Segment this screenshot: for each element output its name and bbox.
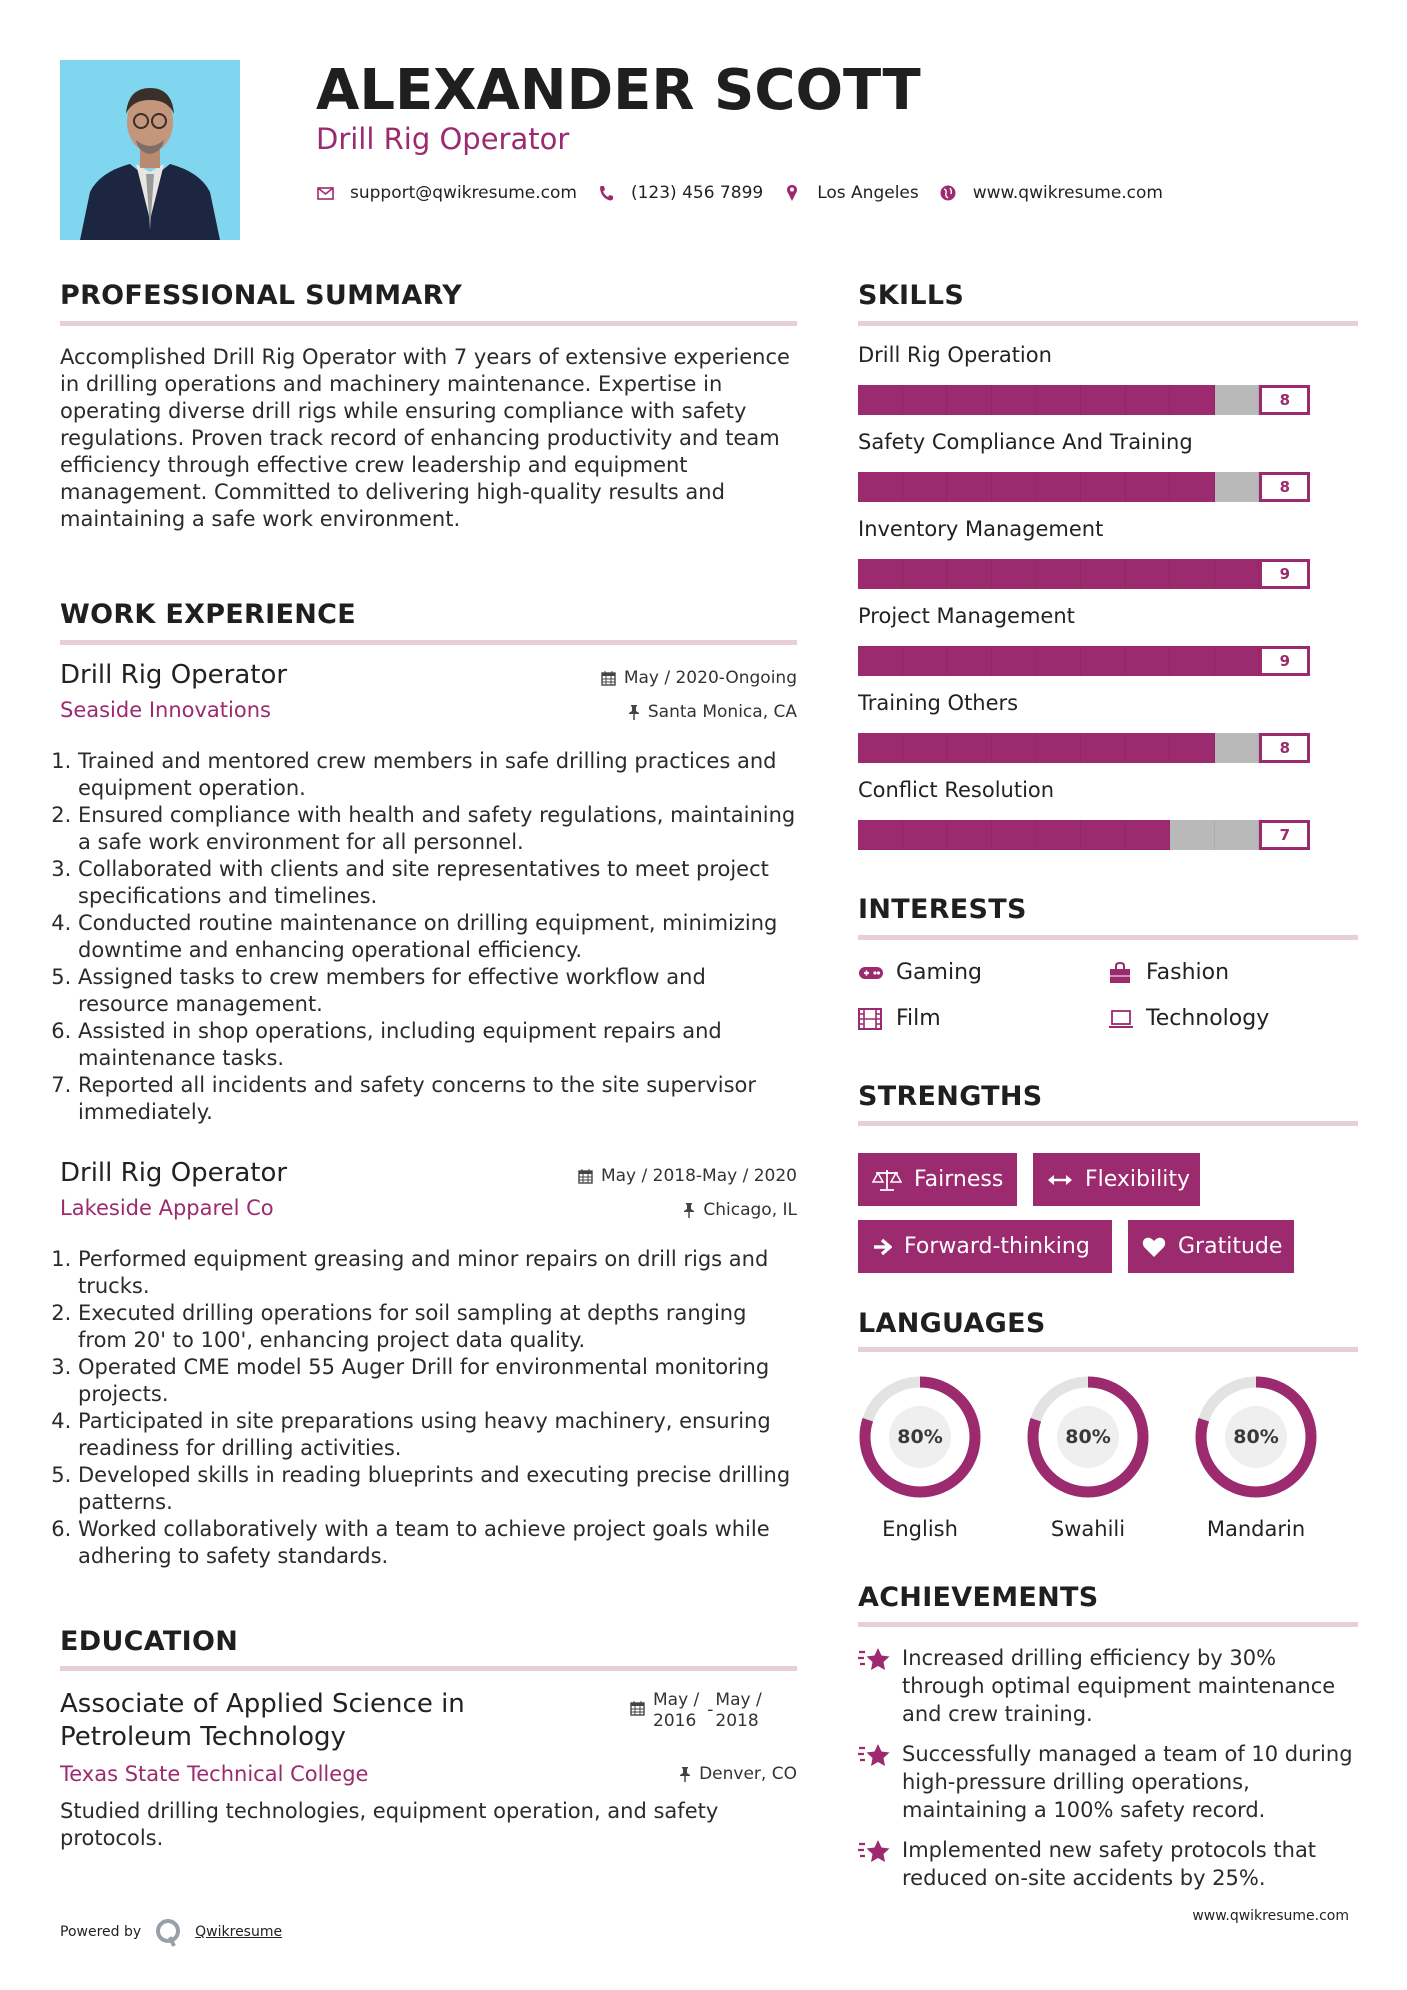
skill-item xyxy=(858,778,1358,865)
contact-website[interactable]: www.qwikresume.com xyxy=(972,183,1163,203)
achievement-item xyxy=(858,1836,1358,1892)
skill-name: Conflict Resolution xyxy=(858,778,1055,802)
skill-segment xyxy=(992,820,1037,850)
skill-segment xyxy=(1215,646,1260,676)
duty-item: 1. Trained and mentored crew members in safe drilling practices and equipment operation. xyxy=(78,748,797,802)
powered-by xyxy=(60,1917,282,1947)
skill-name: Project Management xyxy=(858,604,1075,628)
interests-heading: INTERESTS xyxy=(858,894,1027,925)
skill-segment xyxy=(947,820,992,850)
skill-segment xyxy=(1081,733,1126,763)
footer-website[interactable]: www.qwikresume.com xyxy=(1192,1908,1349,1924)
skill-score: 8 xyxy=(1259,385,1310,415)
skill-segment xyxy=(858,559,903,589)
strength-chip-gratitude xyxy=(1128,1220,1294,1273)
interest-label: Film xyxy=(896,1006,941,1031)
duty-item: 1. Performed equipment greasing and minor repairs on drill rigs and trucks. xyxy=(78,1246,797,1300)
duty-item: 6. Worked collaboratively with a team to achieve project goals while adhering to safety standards. xyxy=(78,1516,797,1570)
skill-segment xyxy=(1036,559,1081,589)
duty-item: 5. Developed skills in reading blueprints and executing precise drilling patterns. xyxy=(78,1462,797,1516)
laptop-icon xyxy=(1108,1008,1136,1030)
skill-segment xyxy=(992,472,1037,502)
skill-segment xyxy=(992,646,1037,676)
school-name: Texas State Technical College xyxy=(60,1762,369,1786)
skill-segment xyxy=(858,733,903,763)
film-icon xyxy=(858,1008,886,1030)
strength-label: Forward-thinking xyxy=(904,1234,1090,1259)
skill-segment xyxy=(1170,733,1215,763)
summary-heading: PROFESSIONAL SUMMARY xyxy=(60,280,463,311)
language-name: English xyxy=(882,1517,958,1541)
contact-email[interactable]: support@qwikresume.com xyxy=(350,183,577,203)
job-dates xyxy=(578,1166,797,1186)
skill-segment xyxy=(947,733,992,763)
balance-scale-icon xyxy=(872,1168,902,1192)
job-title: Drill Rig Operator xyxy=(60,1158,288,1188)
skill-rating-bar xyxy=(858,472,1358,502)
skill-rating-bar xyxy=(858,733,1358,763)
strength-label: Gratitude xyxy=(1178,1234,1283,1259)
skill-segment xyxy=(947,472,992,502)
strengths-heading: STRENGTHS xyxy=(858,1081,1043,1112)
skill-segment xyxy=(1170,646,1215,676)
skill-item xyxy=(858,604,1358,691)
skill-score: 7 xyxy=(1259,820,1310,850)
duty-item: 2. Ensured compliance with health and safety regulations, maintaining a safe work environment for all personnel. xyxy=(78,802,797,856)
skill-item xyxy=(858,691,1358,778)
job-location xyxy=(683,1200,797,1220)
strength-chip-flexibility xyxy=(1033,1153,1200,1206)
achievement-text: Increased drilling efficiency by 30% through optimal equipment maintenance and crew training. xyxy=(902,1646,1336,1726)
skill-segment xyxy=(947,385,992,415)
interests-divider xyxy=(858,935,1358,940)
skill-segment xyxy=(1170,472,1215,502)
profile-photo xyxy=(60,60,240,240)
languages-list xyxy=(858,1375,1358,1541)
contact-row xyxy=(316,180,1183,206)
skill-segment xyxy=(1215,472,1260,502)
achievements-divider xyxy=(858,1622,1358,1627)
skill-item xyxy=(858,343,1358,430)
experience-heading: WORK EXPERIENCE xyxy=(60,599,356,630)
education-divider xyxy=(60,1666,797,1671)
education-start-year: 2016 xyxy=(653,1711,697,1731)
interest-fashion xyxy=(1108,960,1229,985)
strengths-divider xyxy=(858,1121,1358,1126)
shooting-star-icon xyxy=(858,1836,902,1892)
contact-location: Los Angeles xyxy=(817,183,919,203)
skill-rating-bar xyxy=(858,820,1358,850)
interest-film xyxy=(858,1006,941,1031)
skill-rating-bar xyxy=(858,559,1358,589)
duty-item: 4. Participated in site preparations using heavy machinery, ensuring readiness for drilling activities. xyxy=(78,1408,797,1462)
duty-item: 3. Operated CME model 55 Auger Drill for environmental monitoring projects. xyxy=(78,1354,797,1408)
person-portrait-icon xyxy=(60,60,240,240)
education-start xyxy=(653,1690,699,1732)
education-end xyxy=(715,1690,761,1732)
achievement-item xyxy=(858,1644,1358,1728)
skill-segment xyxy=(858,385,903,415)
skill-segment xyxy=(903,385,948,415)
language-percent: 80% xyxy=(889,1406,951,1468)
job-dates-text: May / 2020-Ongoing xyxy=(623,668,797,688)
skill-segment xyxy=(903,733,948,763)
qwikresume-link[interactable]: Qwikresume xyxy=(195,1924,283,1940)
degree-line: Associate of Applied Science in xyxy=(60,1689,465,1719)
job-location-text: Santa Monica, CA xyxy=(647,702,797,722)
skill-segment xyxy=(1126,385,1171,415)
skill-segment xyxy=(1036,820,1081,850)
interest-technology xyxy=(1108,1006,1269,1031)
skill-segment xyxy=(903,646,948,676)
education-location xyxy=(679,1764,797,1784)
skills-divider xyxy=(858,321,1358,326)
skill-segment xyxy=(1126,559,1171,589)
calendar-icon xyxy=(630,1700,645,1716)
skill-segment xyxy=(1126,472,1171,502)
skill-segment xyxy=(1036,472,1081,502)
skill-segment xyxy=(903,820,948,850)
candidate-name: ALEXANDER SCOTT xyxy=(316,58,921,123)
interest-label: Gaming xyxy=(896,960,982,985)
job-location-text: Chicago, IL xyxy=(703,1200,797,1220)
skill-segment xyxy=(992,733,1037,763)
skill-segment xyxy=(1036,646,1081,676)
skill-segment xyxy=(947,646,992,676)
job-dates xyxy=(601,668,797,688)
skill-segment xyxy=(858,646,903,676)
languages-heading: LANGUAGES xyxy=(858,1308,1046,1339)
arrow-right-icon xyxy=(872,1237,892,1257)
arrows-horizontal-icon xyxy=(1047,1173,1073,1187)
skill-item xyxy=(858,430,1358,517)
skill-segment xyxy=(1081,385,1126,415)
skill-segment xyxy=(1126,820,1171,850)
skill-segment xyxy=(1036,385,1081,415)
job-entry xyxy=(60,660,797,1126)
calendar-icon xyxy=(601,670,616,686)
skill-segment xyxy=(1081,559,1126,589)
language-progress-ring xyxy=(858,1375,982,1499)
skill-segment xyxy=(858,820,903,850)
skill-segment xyxy=(1215,559,1260,589)
skill-score: 9 xyxy=(1259,646,1310,676)
degree-line: Petroleum Technology xyxy=(60,1722,346,1752)
skill-rating-bar xyxy=(858,646,1358,676)
duty-item: 2. Executed drilling operations for soil sampling at depths ranging from 20' to 100', enhancing project data quality. xyxy=(78,1300,797,1354)
language-progress-ring xyxy=(1026,1375,1150,1499)
pushpin-icon xyxy=(679,1766,691,1782)
skill-segment xyxy=(1081,646,1126,676)
skill-segment xyxy=(1081,472,1126,502)
duty-item: 5. Assigned tasks to crew members for effective workflow and resource management. xyxy=(78,964,797,1018)
duty-item: 3. Collaborated with clients and site representatives to meet project specifications and timelines. xyxy=(78,856,797,910)
gamepad-icon xyxy=(858,962,886,984)
strength-label: Fairness xyxy=(914,1167,1004,1192)
skill-item xyxy=(858,517,1358,604)
education-description: Studied drilling technologies, equipment operation, and safety protocols. xyxy=(60,1799,719,1850)
languages-divider xyxy=(858,1347,1358,1352)
skill-rating-bar xyxy=(858,385,1358,415)
interest-label: Fashion xyxy=(1146,960,1230,985)
candidate-title: Drill Rig Operator xyxy=(316,122,570,156)
education-heading: EDUCATION xyxy=(60,1626,239,1657)
skill-segment xyxy=(992,385,1037,415)
education-end-year: 2018 xyxy=(715,1711,759,1731)
job-company: Lakeside Apparel Co xyxy=(60,1196,274,1220)
phone-icon xyxy=(597,184,615,202)
heart-icon xyxy=(1142,1236,1166,1258)
date-separator: - xyxy=(707,1700,714,1720)
education-end-month: May / xyxy=(715,1690,762,1710)
experience-divider xyxy=(60,640,797,645)
shopping-bag-icon xyxy=(1108,962,1136,984)
skill-segment xyxy=(1170,385,1215,415)
skill-segment xyxy=(903,472,948,502)
skill-score: 9 xyxy=(1259,559,1310,589)
duty-item: 6. Assisted in shop operations, including equipment repairs and maintenance tasks. xyxy=(78,1018,797,1072)
skill-segment xyxy=(947,559,992,589)
strength-label: Flexibility xyxy=(1085,1167,1190,1192)
skill-segment xyxy=(1215,733,1260,763)
skill-score: 8 xyxy=(1259,733,1310,763)
skill-segment xyxy=(992,559,1037,589)
pushpin-icon xyxy=(683,1202,695,1218)
education-location-text: Denver, CO xyxy=(699,1764,797,1784)
skill-segment xyxy=(858,472,903,502)
language-item xyxy=(858,1375,982,1541)
job-duties xyxy=(60,1246,797,1570)
education-dates xyxy=(630,1690,762,1732)
strength-chip-fairness xyxy=(858,1153,1017,1206)
job-company: Seaside Innovations xyxy=(60,698,271,722)
duty-item: 4. Conducted routine maintenance on drilling equipment, minimizing downtime and enhancing operational efficiency. xyxy=(78,910,797,964)
skill-segment xyxy=(1215,820,1260,850)
skill-segment xyxy=(1081,820,1126,850)
skill-segment xyxy=(1215,385,1260,415)
calendar-icon xyxy=(578,1168,593,1184)
achievements-list xyxy=(858,1644,1358,1892)
contact-phone[interactable]: (123) 456 7899 xyxy=(630,183,764,203)
language-item xyxy=(1026,1375,1150,1541)
powered-by-label: Powered by xyxy=(60,1924,142,1940)
achievement-text: Implemented new safety protocols that reduced on-site accidents by 25%. xyxy=(902,1838,1317,1890)
skill-name: Training Others xyxy=(858,691,1019,715)
degree-title xyxy=(60,1688,620,1754)
skill-segment xyxy=(1036,733,1081,763)
duty-item: 7. Reported all incidents and safety concerns to the site supervisor immediately. xyxy=(78,1072,797,1126)
skill-segment xyxy=(903,559,948,589)
skills-heading: SKILLS xyxy=(858,280,965,311)
achievement-text: Successfully managed a team of 10 during high-pressure drilling operations, maintaining a 100% safety record. xyxy=(902,1742,1353,1822)
skill-segment xyxy=(1126,733,1171,763)
interest-gaming xyxy=(858,960,982,985)
summary-text: Accomplished Drill Rig Operator with 7 years of extensive experience in drilling operations and machinery maintenance. Expertise in operating diverse drill rigs while ensuring compliance with safety regulations. Proven track record of enhancing productivity and team efficiency through effective crew leadership and equipment management. Committed to delivering high-quality results and maintaining a safe work environment. xyxy=(60,345,790,531)
skill-score: 8 xyxy=(1259,472,1310,502)
job-dates-text: May / 2018-May / 2020 xyxy=(600,1166,797,1186)
globe-icon xyxy=(939,184,957,202)
skill-segment xyxy=(1170,559,1215,589)
education-start-month: May / xyxy=(653,1690,700,1710)
language-progress-ring xyxy=(1194,1375,1318,1499)
skill-segment xyxy=(1126,646,1171,676)
shooting-star-icon xyxy=(858,1740,902,1824)
language-percent: 80% xyxy=(1225,1406,1287,1468)
skill-name: Safety Compliance And Training xyxy=(858,430,1193,454)
strength-chip-forward-thinking xyxy=(858,1220,1112,1273)
language-name: Mandarin xyxy=(1206,1517,1306,1541)
pushpin-icon xyxy=(628,704,640,720)
shooting-star-icon xyxy=(858,1644,902,1728)
language-name: Swahili xyxy=(1050,1517,1126,1541)
skill-segment xyxy=(1170,820,1215,850)
envelope-icon xyxy=(316,184,334,202)
language-percent: 80% xyxy=(1057,1406,1119,1468)
achievements-heading: ACHIEVEMENTS xyxy=(858,1582,1099,1613)
map-pin-icon xyxy=(783,184,801,202)
qwikresume-logo-icon xyxy=(155,1917,181,1947)
skill-name: Drill Rig Operation xyxy=(858,343,1052,367)
achievement-item xyxy=(858,1740,1358,1824)
job-duties xyxy=(60,748,797,1126)
language-item xyxy=(1194,1375,1318,1541)
skill-name: Inventory Management xyxy=(858,517,1104,541)
job-title: Drill Rig Operator xyxy=(60,660,288,690)
job-entry xyxy=(60,1158,797,1570)
job-location xyxy=(628,702,797,722)
skills-list xyxy=(858,343,1358,865)
summary-divider xyxy=(60,321,797,326)
interest-label: Technology xyxy=(1146,1006,1270,1031)
